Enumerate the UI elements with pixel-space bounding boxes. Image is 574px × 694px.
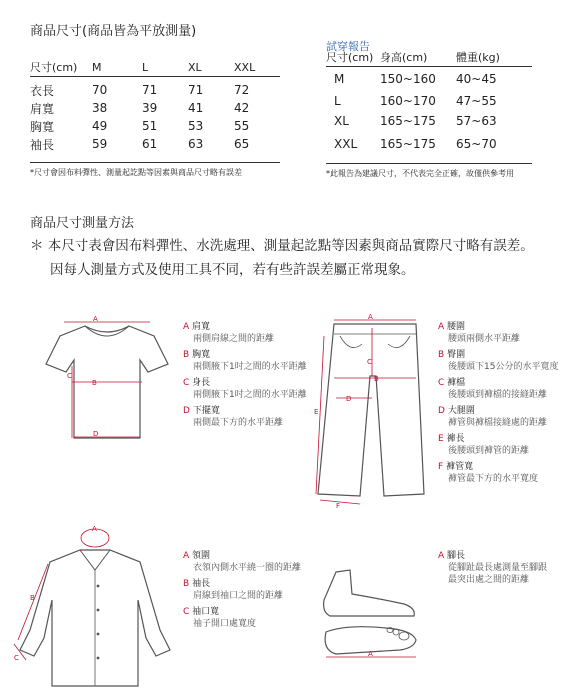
legend-key: C [183,378,190,388]
table-row [326,111,532,131]
dim-letter: A [93,315,98,323]
header-cell: 體重(kg) [456,48,532,67]
legend-key: D [183,406,190,416]
legend-name: 臀圍 [447,350,466,360]
dim-letter: C [14,654,19,662]
table-cell: 150~160 [380,72,436,86]
legend-name: 下擺寬 [192,406,220,416]
legend-desc: 肩線到袖口之間的距離 [193,591,284,601]
pants-diagram [310,314,430,510]
legend-desc: 褲管最下方的水平寬度 [448,474,539,484]
dim-letter: B [374,375,379,383]
legend-desc: 後腰頭下15公分的水平寬度 [448,362,559,372]
header-cell: 尺寸(cm) [326,48,380,67]
legend-key: A [183,322,190,332]
legend-desc: 袖子開口處寬度 [193,619,257,629]
table-cell: 70 [92,83,108,97]
table-row [30,99,280,117]
table-cell: 衣長 [30,83,55,98]
size-table-title: 商品尺寸(商品皆為平放測量) [30,24,197,39]
table-cell: 肩寬 [30,101,55,116]
trial-report-header [326,48,532,67]
dim-letter: B [30,594,35,602]
table-row [30,77,280,100]
table-row [30,135,280,153]
shirt-diagram [10,520,180,690]
table-cell: 51 [142,119,158,133]
table-cell: 61 [142,137,158,151]
table-cell: 71 [142,83,158,97]
legend-name: 領圍 [192,551,211,561]
dim-letter: A [368,650,373,658]
legend-key: B [183,579,190,589]
legend-key: D [438,406,445,416]
table-cell: 71 [188,83,204,97]
table-cell: 160~170 [380,94,436,108]
table-cell: 72 [234,83,250,97]
header-cell: XL [188,58,234,77]
table-cell: 59 [92,137,108,151]
method-paragraph [30,234,570,282]
trial-report-note: *此報告為建議尺寸，不代表完全正確，故僅供參考用 [326,169,514,178]
tshirt-diagram [42,312,172,446]
table-cell: 165~175 [380,137,436,151]
table-cell: L [334,94,341,108]
table-cell: 39 [142,101,158,115]
legend-desc: 褲管與褲檔接縫處的距離 [448,418,548,428]
legend-name: 腳長 [447,551,466,561]
legend-desc: 腰頭兩側水平距離 [448,334,521,344]
legend-key: E [438,434,444,444]
table-cell: 165~175 [380,114,436,128]
method-line-2: 因每人測量方式及使用工具不同，若有些許誤差屬正常現象。 [50,262,415,278]
dim-letter: B [92,379,97,387]
legend-desc: 從腳趾最長處測量至腳跟 [448,563,548,573]
trial-report-bottom-rule [326,163,532,164]
legend-key: A [183,551,190,561]
legend-key: C [183,607,190,617]
table-cell: 40~45 [456,72,497,86]
legend-name: 褲長 [446,434,465,444]
legend-name: 大腿圍 [447,406,475,416]
table-cell: 65~70 [456,137,497,151]
header-cell: 尺寸(cm) [30,58,92,77]
size-table-note: *尺寸會因布料彈性、測量起訖點等因素與商品尺寸略有誤差 [30,168,242,177]
legend-name: 褲管寬 [446,462,474,472]
size-table [30,58,280,153]
legend-key: B [183,350,190,360]
dim-letter: E [314,408,319,416]
table-row [30,117,280,135]
trial-report-table [326,48,532,157]
table-cell: XXL [334,137,358,151]
table-cell: 63 [188,137,204,151]
header-cell: M [92,58,142,77]
table-cell: 65 [234,137,250,151]
table-cell: 38 [92,101,108,115]
size-table-bottom-rule [30,162,280,163]
legend-key: A [438,322,445,332]
method-line-1: 本尺寸表會因布料彈性、水洗處理、測量起訖點等因素與商品實際尺寸略有誤差。 [47,238,534,254]
legend-key: C [438,378,445,388]
legend-desc: 兩側肩線之間的距離 [193,334,275,344]
legend-desc: 最突出處之間的距離 [448,575,530,585]
legend-desc: 後腰頭到褲檔的接縫距離 [448,390,548,400]
dim-letter: A [92,525,97,533]
table-cell: 41 [188,101,204,115]
table-cell: 袖長 [30,137,55,152]
legend-name: 肩寬 [192,322,211,332]
legend-name: 褲檔 [447,378,466,388]
legend-key: A [438,551,445,561]
table-cell: 胸寬 [30,119,55,134]
dim-letter: C [67,372,72,380]
table-row [326,91,532,111]
header-cell: L [142,58,188,77]
legend-name: 袖長 [192,579,211,589]
header-cell: 身高(cm) [380,48,456,67]
legend-key: F [438,462,444,472]
legend-desc: 後腰頭到褲管的距離 [448,446,530,456]
dim-letter: A [368,314,373,321]
dim-letter: F [336,502,341,510]
table-row [326,67,532,92]
legend-desc: 兩側腋下1吋之間的水平距離 [193,390,307,400]
table-cell: 47~55 [456,94,497,108]
dim-letter: D [93,430,99,438]
table-cell: 55 [234,119,250,133]
table-cell: 49 [92,119,108,133]
header-cell: XXL [234,58,280,77]
bullet: ＊ [30,238,44,254]
table-row [326,131,532,157]
trial-report-title: 試穿報告 [326,40,370,53]
table-cell: XL [334,114,349,128]
dim-letter: D [346,395,352,403]
table-cell: 57~63 [456,114,497,128]
shirt-legend [183,550,313,634]
legend-desc: 衣領內側水平繞一圈的距離 [193,563,302,573]
legend-name: 袖口寬 [192,607,220,617]
legend-name: 身長 [192,378,211,388]
legend-name: 胸寬 [192,350,211,360]
foot-diagram [316,560,426,670]
table-cell: 42 [234,101,250,115]
table-cell: 53 [188,119,204,133]
legend-desc: 兩側腋下1吋之間的水平距離 [193,362,307,372]
pants-legend [438,321,572,489]
legend-desc: 兩側最下方的水平距離 [193,418,284,428]
method-title: 商品尺寸測量方法 [30,216,135,231]
legend-name: 腰圍 [447,322,466,332]
tshirt-legend [183,321,313,433]
legend-key: B [438,350,445,360]
size-table-header [30,58,280,77]
table-cell: M [334,72,345,86]
foot-legend [438,550,572,590]
dim-letter: C [367,358,372,366]
